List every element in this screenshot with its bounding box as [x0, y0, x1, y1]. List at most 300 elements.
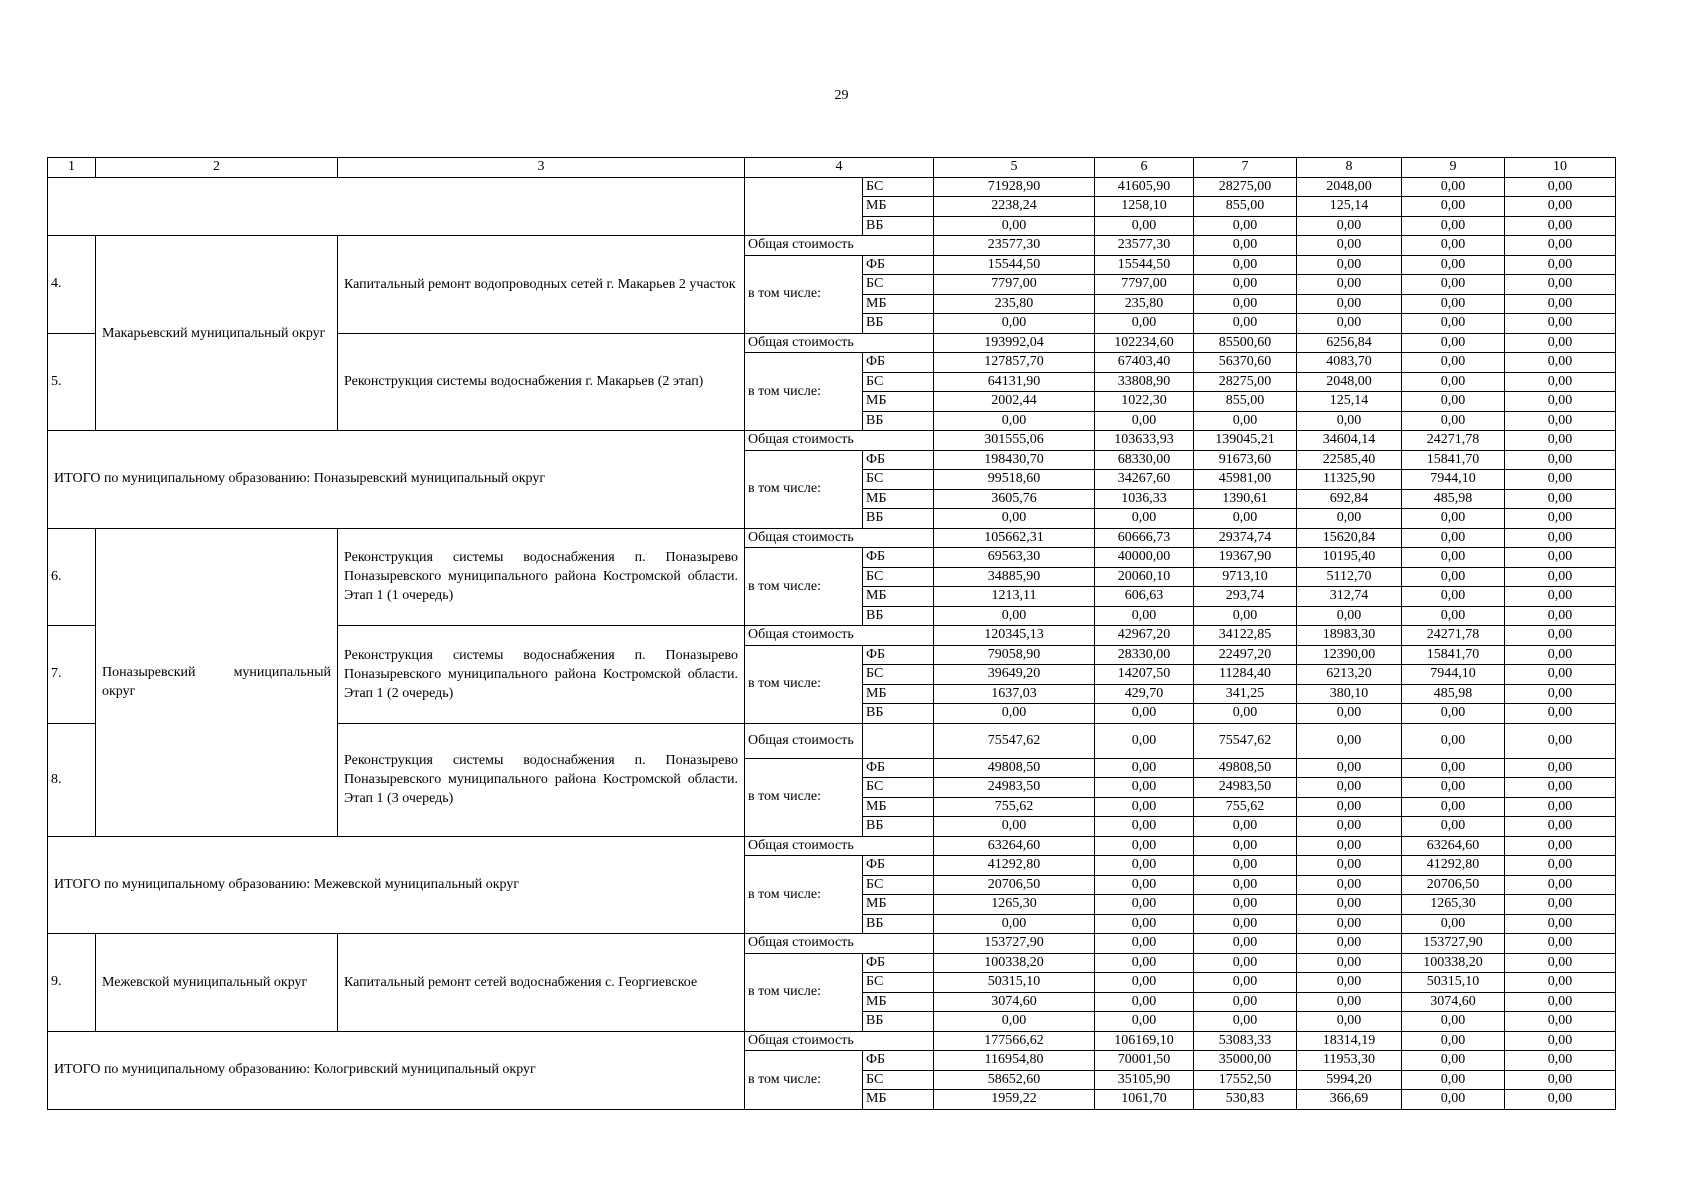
value-cell: 100338,20	[934, 953, 1095, 973]
value-cell: 0,00	[1095, 992, 1194, 1012]
value-cell: 0,00	[1095, 758, 1194, 778]
source-cell: БС	[863, 778, 934, 798]
value-cell: 0,00	[1505, 1051, 1616, 1071]
value-cell: 0,00	[934, 914, 1095, 934]
value-cell: 24983,50	[1194, 778, 1297, 798]
value-cell: 0,00	[1194, 875, 1297, 895]
table-row	[48, 1031, 1616, 1051]
source-cell: МБ	[863, 489, 934, 509]
value-cell: 3605,76	[934, 489, 1095, 509]
value-cell: 0,00	[1194, 255, 1297, 275]
value-cell: 0,00	[1402, 372, 1505, 392]
total-value-cell: 106169,10	[1095, 1031, 1194, 1051]
value-cell: 35105,90	[1095, 1070, 1194, 1090]
total-value-cell: 18314,19	[1297, 1031, 1402, 1051]
value-cell: 50315,10	[1402, 973, 1505, 993]
header-cell: 5	[934, 158, 1095, 178]
source-cell: ВБ	[863, 817, 934, 837]
including-label: в том числе:	[745, 953, 863, 1031]
total-value-cell: 0,00	[1402, 333, 1505, 353]
value-cell: 0,00	[1194, 294, 1297, 314]
value-cell: 15544,50	[1095, 255, 1194, 275]
total-value-cell: 0,00	[1402, 1031, 1505, 1051]
value-cell: 0,00	[1505, 606, 1616, 626]
municipality-name: Макарьевский муниципальный округ	[96, 236, 338, 431]
total-value-cell: 42967,20	[1095, 626, 1194, 646]
value-cell: 0,00	[1194, 992, 1297, 1012]
value-cell: 0,00	[1402, 567, 1505, 587]
value-cell: 0,00	[1297, 606, 1402, 626]
item-number: 7.	[48, 626, 96, 724]
source-cell: МБ	[863, 684, 934, 704]
source-cell: БС	[863, 275, 934, 295]
value-cell: 0,00	[1194, 817, 1297, 837]
value-cell: 0,00	[1194, 216, 1297, 236]
value-cell: 0,00	[1505, 314, 1616, 334]
value-cell: 341,25	[1194, 684, 1297, 704]
value-cell: 0,00	[1297, 1012, 1402, 1032]
value-cell: 22585,40	[1297, 450, 1402, 470]
header-cell: 2	[96, 158, 338, 178]
value-cell: 0,00	[1095, 411, 1194, 431]
value-cell: 0,00	[1505, 817, 1616, 837]
value-cell: 100338,20	[1402, 953, 1505, 973]
total-value-cell: 0,00	[1505, 723, 1616, 758]
value-cell: 15544,50	[934, 255, 1095, 275]
value-cell: 0,00	[1505, 1090, 1616, 1110]
source-cell: ВБ	[863, 704, 934, 724]
source-cell: МБ	[863, 587, 934, 607]
total-value-cell: 153727,90	[934, 934, 1095, 954]
total-value-cell: 24271,78	[1402, 431, 1505, 451]
header-cell: 6	[1095, 158, 1194, 178]
table-row	[48, 528, 1616, 548]
value-cell: 0,00	[1402, 778, 1505, 798]
item-number: 6.	[48, 528, 96, 626]
value-cell: 1036,33	[1095, 489, 1194, 509]
header-cell: 7	[1194, 158, 1297, 178]
value-cell: 0,00	[1402, 914, 1505, 934]
value-cell: 0,00	[1402, 1090, 1505, 1110]
value-cell: 0,00	[1505, 216, 1616, 236]
value-cell: 0,00	[1402, 817, 1505, 837]
value-cell: 68330,00	[1095, 450, 1194, 470]
table-row	[48, 836, 1616, 856]
source-cell: МБ	[863, 895, 934, 915]
total-value-cell: 153727,90	[1402, 934, 1505, 954]
total-value-cell: 193992,04	[934, 333, 1095, 353]
value-cell: 2048,00	[1297, 372, 1402, 392]
total-value-cell: 0,00	[1297, 723, 1402, 758]
empty-cell	[745, 177, 863, 236]
total-value-cell: 0,00	[1194, 934, 1297, 954]
value-cell: 0,00	[1402, 275, 1505, 295]
value-cell: 34885,90	[934, 567, 1095, 587]
value-cell: 0,00	[1505, 255, 1616, 275]
value-cell: 0,00	[934, 411, 1095, 431]
value-cell: 45981,00	[1194, 470, 1297, 490]
value-cell: 64131,90	[934, 372, 1095, 392]
value-cell: 0,00	[1194, 275, 1297, 295]
total-value-cell: 0,00	[1402, 236, 1505, 256]
value-cell: 855,00	[1194, 392, 1297, 412]
including-label: в том числе:	[745, 758, 863, 836]
value-cell: 0,00	[1095, 914, 1194, 934]
value-cell: 0,00	[1095, 606, 1194, 626]
value-cell: 1390,61	[1194, 489, 1297, 509]
total-label: Общая стоимость	[745, 236, 934, 256]
value-cell: 0,00	[1505, 411, 1616, 431]
item-number: 8.	[48, 723, 96, 836]
value-cell: 0,00	[1194, 314, 1297, 334]
value-cell: 1265,30	[1402, 895, 1505, 915]
value-cell: 0,00	[1402, 509, 1505, 529]
item-number: 4.	[48, 236, 96, 334]
source-cell: ФБ	[863, 758, 934, 778]
value-cell: 692,84	[1297, 489, 1402, 509]
value-cell: 0,00	[1505, 567, 1616, 587]
total-value-cell: 0,00	[1402, 528, 1505, 548]
value-cell: 0,00	[934, 704, 1095, 724]
value-cell: 0,00	[1505, 548, 1616, 568]
value-cell: 312,74	[1297, 587, 1402, 607]
total-value-cell: 0,00	[1505, 333, 1616, 353]
source-cell: МБ	[863, 392, 934, 412]
value-cell: 58652,60	[934, 1070, 1095, 1090]
value-cell: 0,00	[1402, 353, 1505, 373]
value-cell: 0,00	[1505, 778, 1616, 798]
total-value-cell: 53083,33	[1194, 1031, 1297, 1051]
value-cell: 0,00	[1505, 992, 1616, 1012]
including-label: в том числе:	[745, 856, 863, 934]
header-cell: 9	[1402, 158, 1505, 178]
value-cell: 0,00	[1297, 953, 1402, 973]
value-cell: 0,00	[1505, 684, 1616, 704]
total-value-cell: 63264,60	[1402, 836, 1505, 856]
value-cell: 0,00	[1095, 856, 1194, 876]
value-cell: 7797,00	[1095, 275, 1194, 295]
total-value-cell: 0,00	[1297, 934, 1402, 954]
value-cell: 235,80	[1095, 294, 1194, 314]
value-cell: 24983,50	[934, 778, 1095, 798]
total-value-cell: 0,00	[1505, 236, 1616, 256]
budget-table	[47, 157, 1616, 1110]
item-number: 5.	[48, 333, 96, 431]
header-cell: 8	[1297, 158, 1402, 178]
table-row	[48, 177, 1616, 197]
value-cell: 1258,10	[1095, 197, 1194, 217]
value-cell: 34267,60	[1095, 470, 1194, 490]
value-cell: 33808,90	[1095, 372, 1194, 392]
value-cell: 5994,20	[1297, 1070, 1402, 1090]
value-cell: 70001,50	[1095, 1051, 1194, 1071]
value-cell: 0,00	[1505, 353, 1616, 373]
value-cell: 0,00	[934, 314, 1095, 334]
value-cell: 71928,90	[934, 177, 1095, 197]
value-cell: 40000,00	[1095, 548, 1194, 568]
value-cell: 15841,70	[1402, 450, 1505, 470]
value-cell: 0,00	[1297, 856, 1402, 876]
total-value-cell: 0,00	[1505, 626, 1616, 646]
value-cell: 28275,00	[1194, 372, 1297, 392]
value-cell: 198430,70	[934, 450, 1095, 470]
project-description: Реконструкция системы водоснабжения п. Поназырево Поназыревского муниципального района Костромской области. Этап 1 (1 очередь)	[338, 528, 745, 626]
value-cell: 11325,90	[1297, 470, 1402, 490]
total-value-cell: 301555,06	[934, 431, 1095, 451]
value-cell: 0,00	[1402, 797, 1505, 817]
value-cell: 1959,22	[934, 1090, 1095, 1110]
value-cell: 6213,20	[1297, 665, 1402, 685]
value-cell: 0,00	[1297, 509, 1402, 529]
empty-cell	[48, 177, 745, 236]
value-cell: 0,00	[1297, 895, 1402, 915]
municipality-name: Поназыревский муниципальный округ	[96, 528, 338, 836]
value-cell: 41292,80	[934, 856, 1095, 876]
value-cell: 0,00	[1095, 509, 1194, 529]
value-cell: 1022,30	[1095, 392, 1194, 412]
value-cell: 0,00	[1505, 645, 1616, 665]
value-cell: 0,00	[1297, 992, 1402, 1012]
source-cell: ВБ	[863, 914, 934, 934]
source-cell: БС	[863, 567, 934, 587]
value-cell: 0,00	[1297, 704, 1402, 724]
value-cell: 11953,30	[1297, 1051, 1402, 1071]
value-cell: 485,98	[1402, 684, 1505, 704]
value-cell: 0,00	[1505, 895, 1616, 915]
value-cell: 0,00	[1194, 953, 1297, 973]
value-cell: 69563,30	[934, 548, 1095, 568]
source-cell: ФБ	[863, 450, 934, 470]
total-value-cell: 0,00	[1297, 836, 1402, 856]
value-cell: 0,00	[1194, 606, 1297, 626]
value-cell: 19367,90	[1194, 548, 1297, 568]
value-cell: 0,00	[1402, 1051, 1505, 1071]
value-cell: 0,00	[1095, 875, 1194, 895]
source-cell: МБ	[863, 797, 934, 817]
value-cell: 7797,00	[934, 275, 1095, 295]
including-label: в том числе:	[745, 1051, 863, 1110]
value-cell: 125,14	[1297, 197, 1402, 217]
value-cell: 20706,50	[934, 875, 1095, 895]
value-cell: 12390,00	[1297, 645, 1402, 665]
value-cell: 14207,50	[1095, 665, 1194, 685]
source-cell: БС	[863, 372, 934, 392]
value-cell: 0,00	[1402, 1012, 1505, 1032]
total-value-cell: 18983,30	[1297, 626, 1402, 646]
value-cell: 7944,10	[1402, 665, 1505, 685]
value-cell: 0,00	[934, 817, 1095, 837]
value-cell: 0,00	[1095, 704, 1194, 724]
total-value-cell: 23577,30	[1095, 236, 1194, 256]
value-cell: 0,00	[1505, 1012, 1616, 1032]
value-cell: 0,00	[1402, 216, 1505, 236]
total-value-cell: 0,00	[1505, 836, 1616, 856]
value-cell: 116954,80	[934, 1051, 1095, 1071]
value-cell: 0,00	[1297, 314, 1402, 334]
value-cell: 0,00	[1505, 875, 1616, 895]
value-cell: 0,00	[1402, 392, 1505, 412]
value-cell: 0,00	[1505, 275, 1616, 295]
total-value-cell: 29374,74	[1194, 528, 1297, 548]
value-cell: 485,98	[1402, 489, 1505, 509]
value-cell: 2002,44	[934, 392, 1095, 412]
total-value-cell: 0,00	[1297, 236, 1402, 256]
value-cell: 0,00	[1194, 914, 1297, 934]
value-cell: 20706,50	[1402, 875, 1505, 895]
total-value-cell: 0,00	[1505, 1031, 1616, 1051]
total-value-cell: 0,00	[1505, 934, 1616, 954]
value-cell: 0,00	[1505, 665, 1616, 685]
total-value-cell: 0,00	[1505, 528, 1616, 548]
value-cell: 0,00	[1095, 778, 1194, 798]
page-number: 29	[834, 88, 849, 103]
value-cell: 0,00	[1402, 704, 1505, 724]
value-cell: 530,83	[1194, 1090, 1297, 1110]
source-cell: ВБ	[863, 411, 934, 431]
value-cell: 0,00	[1505, 973, 1616, 993]
total-value-cell: 0,00	[1194, 836, 1297, 856]
including-label: в том числе:	[745, 645, 863, 723]
value-cell: 0,00	[1297, 817, 1402, 837]
source-cell: ФБ	[863, 548, 934, 568]
value-cell: 50315,10	[934, 973, 1095, 993]
total-value-cell: 120345,13	[934, 626, 1095, 646]
value-cell: 0,00	[1194, 509, 1297, 529]
source-cell: ВБ	[863, 509, 934, 529]
value-cell: 0,00	[1402, 314, 1505, 334]
value-cell: 56370,60	[1194, 353, 1297, 373]
value-cell: 0,00	[1095, 216, 1194, 236]
value-cell: 0,00	[1505, 1070, 1616, 1090]
value-cell: 35000,00	[1194, 1051, 1297, 1071]
value-cell: 0,00	[1095, 895, 1194, 915]
value-cell: 10195,40	[1297, 548, 1402, 568]
value-cell: 0,00	[1505, 197, 1616, 217]
including-label: в том числе:	[745, 255, 863, 333]
total-value-cell: 75547,62	[934, 723, 1095, 758]
total-value-cell: 0,00	[1095, 836, 1194, 856]
project-description: Капитальный ремонт водопроводных сетей г. Макарьев 2 участок	[338, 236, 745, 334]
including-label: в том числе:	[745, 548, 863, 626]
value-cell: 0,00	[1505, 392, 1616, 412]
total-value-cell: 63264,60	[934, 836, 1095, 856]
value-cell: 380,10	[1297, 684, 1402, 704]
value-cell: 1213,11	[934, 587, 1095, 607]
source-cell: БС	[863, 973, 934, 993]
value-cell: 855,00	[1194, 197, 1297, 217]
source-cell: МБ	[863, 1090, 934, 1110]
value-cell: 0,00	[1402, 606, 1505, 626]
value-cell: 0,00	[1297, 255, 1402, 275]
header-cell: 4	[745, 158, 934, 178]
value-cell: 0,00	[934, 606, 1095, 626]
source-cell: ФБ	[863, 255, 934, 275]
value-cell: 15841,70	[1402, 645, 1505, 665]
total-label: Общая стоимость	[745, 1031, 934, 1051]
total-value-cell: 0,00	[1095, 934, 1194, 954]
value-cell: 0,00	[1297, 778, 1402, 798]
total-label: Общая стоимость	[745, 431, 934, 451]
value-cell: 0,00	[1194, 973, 1297, 993]
project-description: Капитальный ремонт сетей водоснабжения с. Георгиевское	[338, 934, 745, 1032]
value-cell: 0,00	[1297, 216, 1402, 236]
value-cell: 3074,60	[1402, 992, 1505, 1012]
value-cell: 9713,10	[1194, 567, 1297, 587]
including-label: в том числе:	[745, 353, 863, 431]
source-cell: ФБ	[863, 856, 934, 876]
value-cell: 0,00	[1402, 294, 1505, 314]
value-cell: 293,74	[1194, 587, 1297, 607]
header-row	[48, 158, 1616, 178]
value-cell: 41605,90	[1095, 177, 1194, 197]
itogo-label: ИТОГО по муниципальному образованию: Межевской муниципальный округ	[48, 836, 745, 934]
value-cell: 2238,24	[934, 197, 1095, 217]
value-cell: 0,00	[1095, 817, 1194, 837]
value-cell: 1637,03	[934, 684, 1095, 704]
value-cell: 0,00	[1194, 411, 1297, 431]
total-value-cell: 60666,73	[1095, 528, 1194, 548]
value-cell: 2048,00	[1297, 177, 1402, 197]
value-cell: 0,00	[1505, 450, 1616, 470]
value-cell: 0,00	[1402, 255, 1505, 275]
including-label: в том числе:	[745, 450, 863, 528]
source-cell: ФБ	[863, 1051, 934, 1071]
source-cell: МБ	[863, 197, 934, 217]
value-cell: 0,00	[1095, 314, 1194, 334]
value-cell: 0,00	[1505, 372, 1616, 392]
value-cell: 0,00	[1505, 704, 1616, 724]
value-cell: 0,00	[1402, 197, 1505, 217]
value-cell: 0,00	[934, 216, 1095, 236]
table-row	[48, 934, 1616, 954]
value-cell: 41292,80	[1402, 856, 1505, 876]
value-cell: 755,62	[1194, 797, 1297, 817]
value-cell: 0,00	[1505, 758, 1616, 778]
value-cell: 0,00	[1505, 587, 1616, 607]
project-description: Реконструкция системы водоснабжения г. Макарьев (2 этап)	[338, 333, 745, 431]
value-cell: 0,00	[1505, 509, 1616, 529]
source-cell: ВБ	[863, 216, 934, 236]
total-value-cell: 85500,60	[1194, 333, 1297, 353]
value-cell: 0,00	[1505, 797, 1616, 817]
value-cell: 11284,40	[1194, 665, 1297, 685]
source-cell: БС	[863, 470, 934, 490]
value-cell: 0,00	[1095, 797, 1194, 817]
value-cell: 0,00	[1297, 797, 1402, 817]
total-label: Общая стоимость	[745, 626, 934, 646]
total-label: Общая стоимость	[745, 934, 934, 954]
value-cell: 17552,50	[1194, 1070, 1297, 1090]
value-cell: 0,00	[1505, 177, 1616, 197]
total-value-cell: 0,00	[1505, 431, 1616, 451]
value-cell: 0,00	[1297, 758, 1402, 778]
source-cell: БС	[863, 665, 934, 685]
total-value-cell: 102234,60	[1095, 333, 1194, 353]
value-cell: 429,70	[1095, 684, 1194, 704]
total-value-cell: 0,00	[1402, 723, 1505, 758]
source-cell: ВБ	[863, 606, 934, 626]
itogo-label: ИТОГО по муниципальному образованию: Поназыревский муниципальный округ	[48, 431, 745, 529]
source-cell: ВБ	[863, 1012, 934, 1032]
value-cell: 0,00	[1402, 587, 1505, 607]
total-label: Общая стоимость	[745, 333, 934, 353]
value-cell: 0,00	[1297, 275, 1402, 295]
value-cell: 7944,10	[1402, 470, 1505, 490]
item-number: 9.	[48, 934, 96, 1032]
value-cell: 79058,90	[934, 645, 1095, 665]
total-label: Общая стоимость	[745, 836, 934, 856]
value-cell: 0,00	[1297, 914, 1402, 934]
